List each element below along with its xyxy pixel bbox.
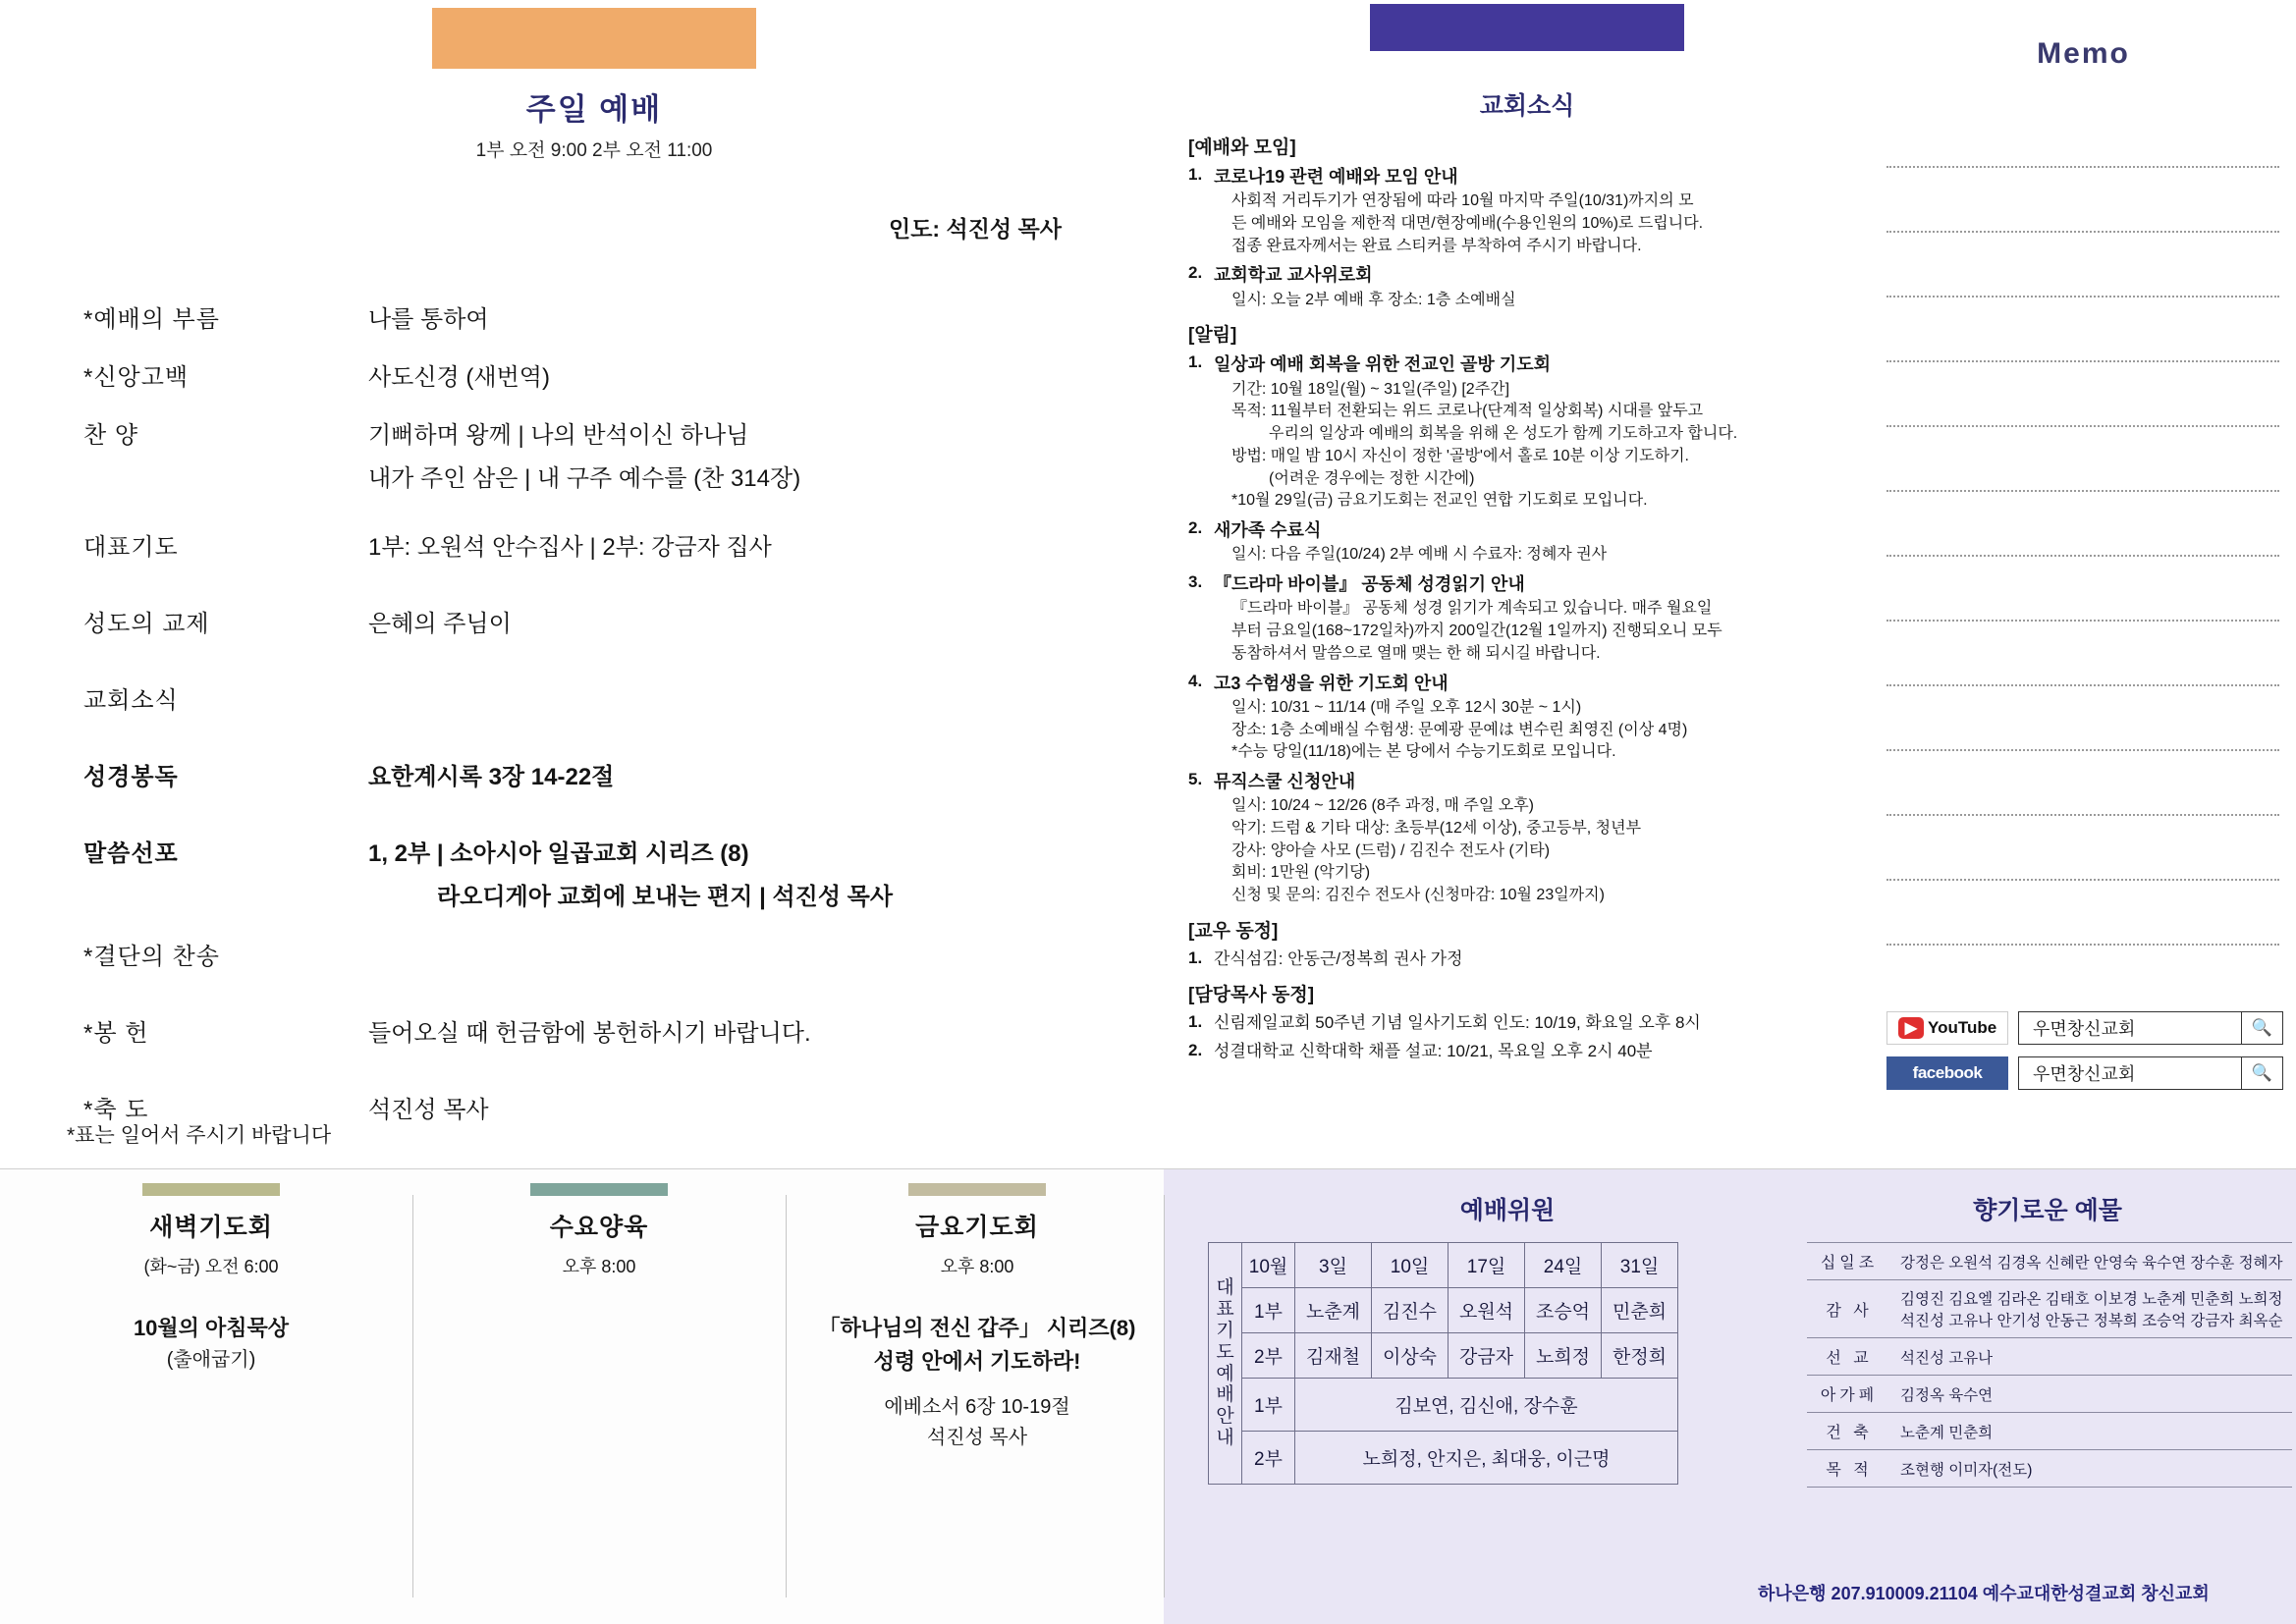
gift-title: 향기로운 예물 xyxy=(1973,1197,2122,1224)
committee-cell: 민춘희 xyxy=(1602,1288,1678,1333)
gift-names xyxy=(1891,1280,2292,1338)
news-line-right: 수료자: 정혜자 권사 xyxy=(1472,546,1608,564)
gift-label: 아가페 xyxy=(1807,1376,1891,1413)
news-item-title: 성결대학교 신학대학 채플 설교: 10/21, 목요일 오후 2시 40분 xyxy=(1214,1041,1653,1060)
news-line: 신청 및 문의: 김진수 전도사 (신청마감: 10월 23일까지) xyxy=(1231,887,1605,904)
memo-lines[interactable] xyxy=(1886,103,2279,946)
facebook-icon[interactable]: facebook xyxy=(1886,1056,2008,1090)
news-item-title: 간식섬김: 안동근/정복희 권사 가정 xyxy=(1214,948,1463,968)
gift-label: 감 사 xyxy=(1807,1280,1891,1338)
friday-prayer-title: 금요기도회 xyxy=(915,1214,1039,1241)
memo-line[interactable] xyxy=(1886,362,2279,427)
order-row xyxy=(83,299,1105,333)
news-item xyxy=(1188,1012,1866,1035)
guide-cell: 노희정, 안지은, 최대웅, 이근명 xyxy=(1295,1432,1678,1485)
table-row xyxy=(1807,1376,2292,1413)
gift-names: 석진성 고유나 xyxy=(1891,1338,2292,1376)
worship-leader: 인도: 석진성 목사 xyxy=(889,216,1062,242)
youtube-icon[interactable] xyxy=(1886,1011,2008,1045)
news-item-number: 3. xyxy=(1188,572,1203,592)
memo-line[interactable] xyxy=(1886,686,2279,751)
gift-table xyxy=(1807,1242,2292,1488)
news-item xyxy=(1188,572,1866,665)
order-value: 들어오실 때 헌금함에 봉헌하시기 바랍니다. xyxy=(368,1020,811,1047)
order-value: 석진성 목사 xyxy=(368,1097,489,1123)
news-item xyxy=(1188,672,1866,764)
table-row xyxy=(1209,1243,1678,1288)
news-line: 『드라마 바이블』 공동체 성경 읽기가 계속되고 있습니다. 매주 월요일 xyxy=(1231,600,1713,618)
news-line: 접종 완료자께서는 완료 스티커를 부착하여 주시기 바랍니다. xyxy=(1231,237,1642,254)
order-row xyxy=(83,834,1105,912)
section-bar xyxy=(142,1183,280,1196)
news-body xyxy=(1188,133,1866,1069)
table-row xyxy=(1807,1243,2292,1280)
news-line: 방법: 매일 밤 10시 자신이 정한 '골방'에서 홀로 10분 이상 기도하기. xyxy=(1231,447,1689,464)
gift-names: 김정옥 육수연 xyxy=(1891,1376,2292,1413)
order-label: 찬 양 xyxy=(83,422,139,449)
news-item-number: 2. xyxy=(1188,518,1203,538)
section-bar xyxy=(530,1183,668,1196)
memo-line[interactable] xyxy=(1886,103,2279,168)
facebook-page-name: 우면창신교회 xyxy=(2033,1064,2136,1084)
order-value xyxy=(368,415,800,493)
news-item-number: 2. xyxy=(1188,263,1203,283)
news-item-lines xyxy=(1214,795,1866,907)
news-item-title: 일상과 예배 회복을 위한 전교인 골방 기도회 xyxy=(1214,354,1551,375)
orange-banner xyxy=(432,8,756,69)
friday-prayer-column xyxy=(805,1183,1149,1453)
dawn-prayer-title: 새벽기도회 xyxy=(149,1214,273,1241)
section-bar xyxy=(908,1183,1046,1196)
news-line: 일시: 다음 주일(10/24) 2부 예배 시 xyxy=(1231,546,1468,564)
table-row xyxy=(1209,1333,1678,1379)
news-item-lines xyxy=(1214,190,1866,257)
friday-prayer-line: 성령 안에서 기도하라! xyxy=(873,1349,1081,1375)
order-row xyxy=(83,415,1105,492)
news-item-number: 4. xyxy=(1188,671,1203,690)
social-links xyxy=(1886,1011,2283,1102)
friday-prayer-body xyxy=(805,1312,1149,1453)
worship-order-section xyxy=(0,0,1164,1168)
memo-line[interactable] xyxy=(1886,557,2279,622)
news-item-title: 뮤직스쿨 신청안내 xyxy=(1214,772,1356,791)
friday-prayer-line: 「하나님의 전신 갑주」 시리즈(8) xyxy=(818,1316,1136,1340)
news-item-number: 1. xyxy=(1188,165,1203,184)
committee-cell: 조승억 xyxy=(1525,1288,1602,1333)
part-label: 2부 xyxy=(1242,1432,1295,1485)
order-label: *신앙고백 xyxy=(83,364,190,391)
news-line: 목적: 11월부터 전환되는 위드 코로나(단계적 일상회복) 시대를 앞두고 xyxy=(1231,403,1704,420)
news-item-number: 2. xyxy=(1188,1040,1203,1059)
part-label: 1부 xyxy=(1242,1379,1295,1432)
committee-cell: 오원석 xyxy=(1449,1288,1525,1333)
gift-names: 강정은 오원석 김경옥 신혜란 안영숙 육수연 장수훈 정혜자 xyxy=(1891,1243,2292,1280)
news-item xyxy=(1188,263,1866,311)
divider xyxy=(412,1195,413,1597)
committee-cell: 김재철 xyxy=(1295,1333,1372,1379)
news-item-number: 1. xyxy=(1188,352,1203,372)
news-item xyxy=(1188,1041,1866,1063)
news-item-title: 교회학교 교사위로회 xyxy=(1214,265,1373,286)
wednesday-column xyxy=(432,1183,766,1278)
news-line: 강사: 양아슬 사모 (드럼) / 김진수 전도사 (기타) xyxy=(1231,841,1551,859)
search-icon[interactable]: 🔍 xyxy=(2241,1012,2282,1044)
memo-line[interactable] xyxy=(1886,751,2279,816)
gift-label: 목 적 xyxy=(1807,1450,1891,1488)
guide-cell: 김보연, 김신애, 장수훈 xyxy=(1295,1379,1678,1432)
date-header: 24일 xyxy=(1525,1243,1602,1288)
facebook-search-field[interactable] xyxy=(2018,1056,2283,1090)
news-line: 우리의 일상과 예배의 회복을 위해 온 성도가 함께 기도하고자 합니다. xyxy=(1269,425,1738,443)
news-item-number: 1. xyxy=(1188,947,1203,967)
dawn-prayer-time: (화~금) 오전 6:00 xyxy=(143,1257,279,1276)
news-line: 일시: 10/24 ~ 12/26 (8주 과정, 매 주일 오후) xyxy=(1231,797,1534,815)
dawn-prayer-line: (출애굽기) xyxy=(166,1349,256,1372)
news-item-lines xyxy=(1214,544,1866,567)
order-value xyxy=(368,834,893,911)
order-value-line2: 내가 주인 삼은 | 내 구주 예수를 (찬 314장) xyxy=(368,465,801,492)
news-title: 교회소식 xyxy=(1479,92,1575,120)
worship-order-list xyxy=(83,299,1105,1148)
committee-cell: 한정희 xyxy=(1602,1333,1678,1379)
news-item-lines xyxy=(1214,290,1866,312)
gift-label: 십일조 xyxy=(1807,1243,1891,1280)
divider xyxy=(786,1195,787,1597)
worship-title: 주일 예배 xyxy=(525,92,663,127)
part-label: 2부 xyxy=(1242,1333,1295,1379)
order-row xyxy=(83,604,1105,637)
order-row xyxy=(83,1090,1105,1123)
memo-line[interactable] xyxy=(1886,233,2279,298)
date-header: 17일 xyxy=(1449,1243,1525,1288)
news-section-heading: [교우 동정] xyxy=(1188,920,1279,942)
friday-prayer-line: 석진성 목사 xyxy=(926,1427,1028,1449)
order-label: *결단의 찬송 xyxy=(83,944,220,970)
news-section-heading: [담당목사 동정] xyxy=(1188,984,1315,1005)
memo-title: Memo xyxy=(2037,37,2130,70)
news-line: (어려운 경우에는 정한 시간에) xyxy=(1269,469,1475,487)
news-item-lines xyxy=(1214,379,1866,513)
bottom-band xyxy=(0,1168,2296,1623)
news-line: 일시: 10/31 ~ 11/14 (매 주일 오후 12시 30분 ~ 1시) xyxy=(1231,698,1582,716)
order-row xyxy=(83,527,1105,561)
order-value-line1: 1, 2부 | 소아시아 일곱교회 시리즈 (8) xyxy=(368,840,749,867)
gift-names: 조현행 이미자(전도) xyxy=(1891,1450,2292,1488)
friday-prayer-line: 에베소서 6장 10-19절 xyxy=(884,1396,1070,1419)
news-item-title: 『드라마 바이블』 공동체 성경읽기 안내 xyxy=(1214,574,1525,595)
news-line: 든 예배와 모임을 제한적 대면/현장예배(수용인원의 10%)로 드립니다. xyxy=(1231,215,1704,233)
friday-prayer-time: 오후 8:00 xyxy=(940,1257,1014,1276)
table-row xyxy=(1209,1432,1678,1485)
gift-label: 건 축 xyxy=(1807,1413,1891,1450)
order-value: 나를 통하여 xyxy=(368,306,489,333)
youtube-search-field[interactable] xyxy=(2018,1011,2283,1045)
memo-line[interactable] xyxy=(1886,298,2279,362)
wednesday-time: 오후 8:00 xyxy=(562,1257,636,1276)
church-news-section xyxy=(1169,0,1876,1168)
order-row xyxy=(83,357,1105,391)
order-row xyxy=(83,1013,1105,1047)
news-line: *10월 29일(금) 금요기도회는 전교인 연합 기도회로 모입니다. xyxy=(1231,492,1648,510)
news-item-title: 코로나19 관련 예배와 모임 안내 xyxy=(1214,167,1458,187)
news-line: 회비: 1만원 (악기당) xyxy=(1231,864,1371,882)
news-item xyxy=(1188,352,1866,513)
date-header: 10일 xyxy=(1372,1243,1449,1288)
news-line: 동참하셔서 말씀으로 열매 맺는 한 해 되시길 바랍니다. xyxy=(1231,644,1601,662)
committee-row-label-text: 대 표 기 도 예 배 안 내 xyxy=(1216,1277,1234,1449)
committee-cell: 노춘계 xyxy=(1295,1288,1372,1333)
news-item-title: 새가족 수료식 xyxy=(1214,520,1322,541)
wednesday-title: 수요양육 xyxy=(549,1214,649,1241)
memo-line[interactable] xyxy=(1886,622,2279,686)
table-row xyxy=(1807,1280,2292,1338)
order-label: 성도의 교제 xyxy=(83,611,210,637)
memo-line[interactable] xyxy=(1886,168,2279,233)
committee-table xyxy=(1208,1242,1678,1485)
order-label: *축 도 xyxy=(83,1097,149,1123)
worship-subtitle: 1부 오전 9:00 2부 오전 11:00 xyxy=(475,140,713,161)
order-label: 교회소식 xyxy=(83,687,179,714)
news-line: 일시: 오늘 2부 예배 후 xyxy=(1231,291,1384,308)
gift-names-line: 석진성 고유나 안기성 안동근 정복희 조승억 강금자 최옥순 xyxy=(1900,1313,2283,1329)
memo-line[interactable] xyxy=(1886,881,2279,946)
bank-account-info: 하나은행 207.910009.21104 예수교대한성결교회 창신교회 xyxy=(1758,1584,2210,1603)
youtube-label: YouTube xyxy=(1928,1018,1997,1037)
order-label: 대표기도 xyxy=(83,534,179,561)
youtube-row xyxy=(1886,1011,2283,1045)
youtube-play-icon: ▶ xyxy=(1898,1017,1924,1039)
committee-cell: 노희정 xyxy=(1525,1333,1602,1379)
order-row xyxy=(83,937,1105,970)
news-line: *수능 당일(11/18)에는 본 당에서 수능기도회로 모입니다. xyxy=(1231,743,1616,761)
order-value: 은혜의 주님이 xyxy=(368,611,512,637)
youtube-channel-name: 우면창신교회 xyxy=(2033,1019,2136,1039)
news-item-number: 1. xyxy=(1188,1011,1203,1031)
memo-line[interactable] xyxy=(1886,816,2279,881)
news-item-lines xyxy=(1214,697,1866,764)
news-line: 장소: 1층 소예배실 수험생: 문예광 문예は 변수린 최영진 (이상 4명) xyxy=(1231,721,1688,738)
news-line: 사회적 거리두기가 연장됨에 따라 10월 마지막 주일(10/31)까지의 모 xyxy=(1231,192,1694,210)
order-value: 사도신경 (새번역) xyxy=(368,364,550,391)
divider xyxy=(1164,1195,1165,1597)
order-label: *봉 헌 xyxy=(83,1020,149,1047)
news-line: 기간: 10월 18일(월) ~ 31일(주일) [2주간] xyxy=(1231,380,1510,398)
table-row xyxy=(1807,1338,2292,1376)
order-label: *예배의 부름 xyxy=(83,306,220,333)
news-line: 부터 금요일(168~172일차)까지 200일간(12월 1일까지) 진행되오니 모두 xyxy=(1231,623,1722,640)
table-row xyxy=(1209,1379,1678,1432)
news-item xyxy=(1188,948,1866,971)
order-row xyxy=(83,680,1105,714)
table-row xyxy=(1807,1413,2292,1450)
memo-line[interactable] xyxy=(1886,492,2279,557)
order-label: 성경봉독 xyxy=(83,764,179,790)
news-item-title: 고3 수험생을 위한 기도회 안내 xyxy=(1214,673,1449,693)
date-header: 3일 xyxy=(1295,1243,1372,1288)
month-label: 10월 xyxy=(1242,1243,1295,1288)
news-item-title: 신림제일교회 50주년 기념 일사기도회 인도: 10/19, 화요일 오후 8시 xyxy=(1214,1012,1701,1032)
committee-cell: 김진수 xyxy=(1372,1288,1449,1333)
part-label: 1부 xyxy=(1242,1288,1295,1333)
committee-title: 예배위원 xyxy=(1459,1197,1556,1224)
search-icon[interactable]: 🔍 xyxy=(2241,1057,2282,1089)
news-line: 악기: 드럼 & 기타 대상: 초등부(12세 이상), 중고등부, 청년부 xyxy=(1231,820,1642,838)
committee-cell: 강금자 xyxy=(1449,1333,1525,1379)
worship-footnote: *표는 일어서 주시기 바랍니다 xyxy=(67,1124,332,1147)
news-section-heading: [예배와 모임] xyxy=(1188,137,1296,158)
news-item xyxy=(1188,770,1866,907)
order-value-line2: 라오디게아 교회에 보내는 편지 | 석진성 목사 xyxy=(437,884,894,910)
news-item-lines xyxy=(1214,598,1866,665)
news-item xyxy=(1188,165,1866,257)
dawn-prayer-body xyxy=(39,1312,383,1376)
gift-label: 선 교 xyxy=(1807,1338,1891,1376)
date-header: 31일 xyxy=(1602,1243,1678,1288)
facebook-row xyxy=(1886,1056,2283,1090)
memo-line[interactable] xyxy=(1886,427,2279,492)
table-row xyxy=(1807,1450,2292,1488)
order-value-line1: 기뻐하며 왕께 | 나의 반석이신 하나님 xyxy=(368,422,749,449)
order-row xyxy=(83,757,1105,790)
gift-names: 노춘계 민춘희 xyxy=(1891,1413,2292,1450)
dawn-prayer-line: 10월의 아침묵상 xyxy=(133,1316,290,1340)
table-row xyxy=(1209,1288,1678,1333)
order-value: 요한계시록 3장 14-22절 xyxy=(368,764,615,790)
committee-row-label xyxy=(1209,1243,1242,1485)
dawn-prayer-column xyxy=(39,1183,383,1376)
gift-names-line: 김영진 김요엘 김라온 김태호 이보경 노춘계 민춘희 노희정 xyxy=(1900,1291,2283,1308)
purple-banner xyxy=(1370,4,1684,51)
news-section-heading: [알림] xyxy=(1188,325,1237,347)
order-label: 말씀선포 xyxy=(83,840,179,867)
committee-cell: 이상숙 xyxy=(1372,1333,1449,1379)
memo-section xyxy=(1871,0,2296,1168)
order-value: 1부: 오원석 안수집사 | 2부: 강금자 집사 xyxy=(368,534,772,561)
news-item-number: 5. xyxy=(1188,770,1203,788)
news-line-right: 장소: 1층 소예배실 xyxy=(1388,291,1516,308)
news-item xyxy=(1188,518,1866,567)
